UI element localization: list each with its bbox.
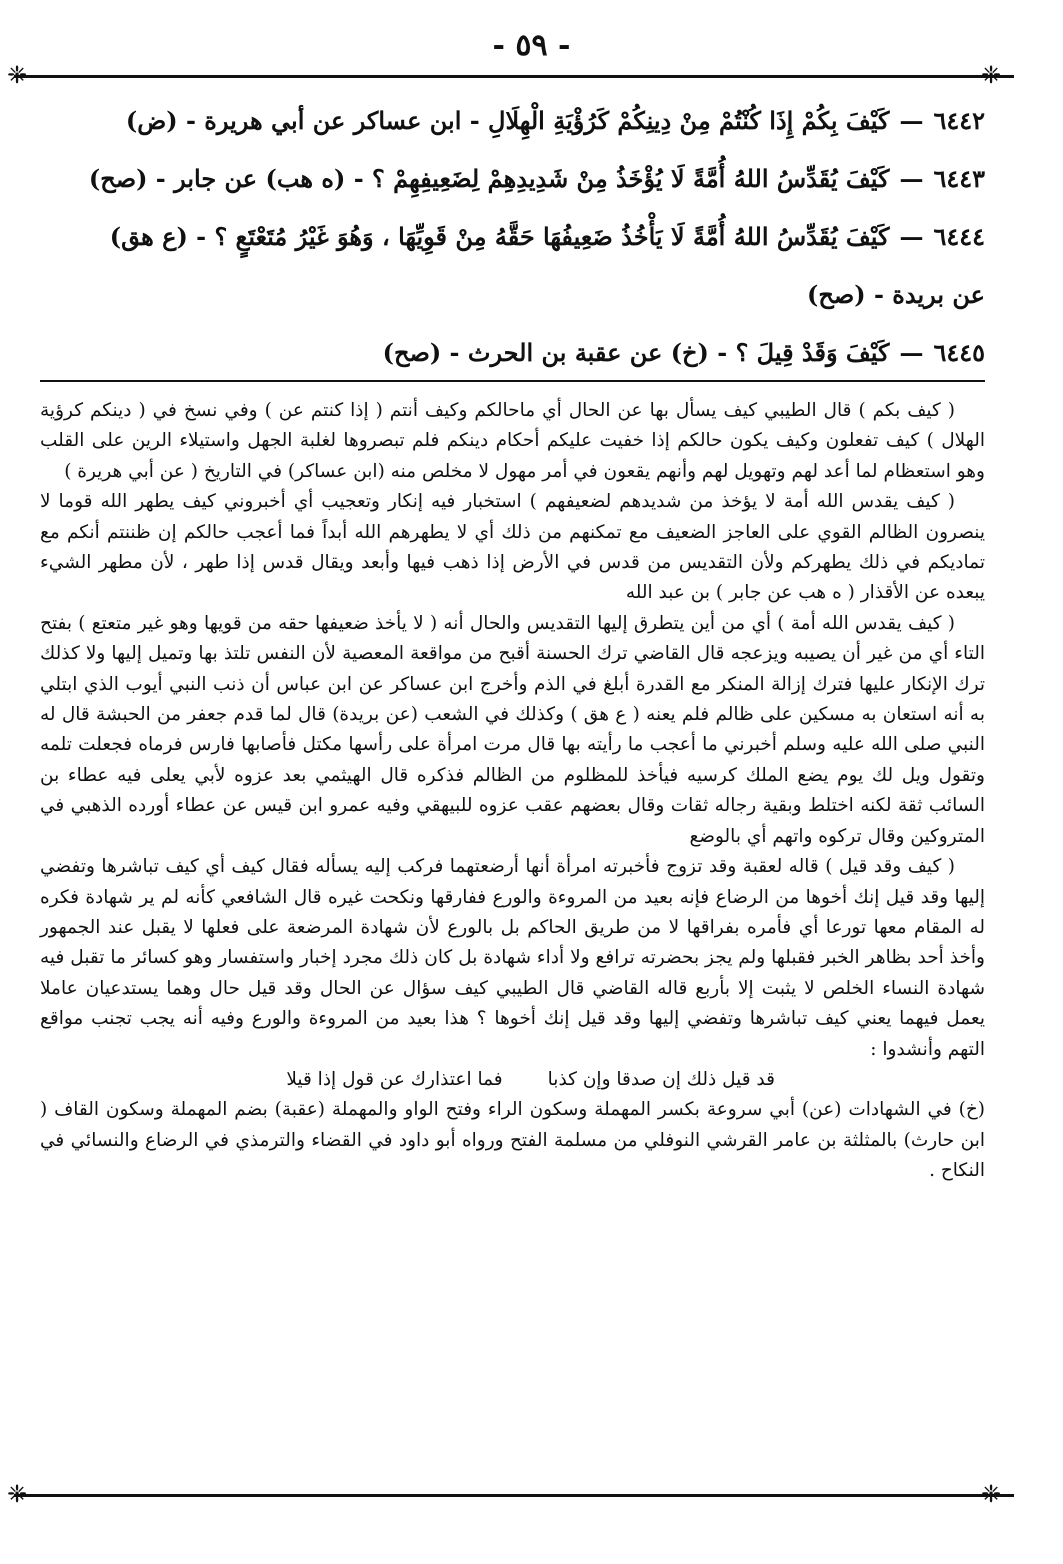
- hadith-text: كَيْفَ وَقَدْ قِيلَ ؟ - (خ) عن عقبة بن الحرث - (صح): [382, 338, 890, 367]
- bottom-border: [14, 1494, 1014, 1497]
- section-divider: [40, 380, 985, 382]
- commentary-paragraph: (خ) في الشهادات (عن) أبي سروعة بكسر المهملة وسكون الراء وفتح الواو والمهملة (عقبة) بضم المهملة وسكون القاف ( ابن حارث) بالمثلثة بن عامر القرشي النوفلي من مسلمة الفتح ورواه أبو داود في القضاء والترمذي في الرضاع والنسائي في النكاح .: [40, 1099, 985, 1182]
- corner-ornament-icon: ❈: [980, 61, 1002, 89]
- hadith-number: ٦٤٤٥: [933, 338, 985, 367]
- hadith-number: ٦٤٤٣: [933, 164, 985, 193]
- hadith-text: كَيْفَ يُقَدِّسُ اللهُ أُمَّةً لَا يُؤْخَذُ مِنْ شَدِيدِهِمْ لِضَعِيفِهِمْ ؟ - (ه هب) عن جابر - (صح): [88, 164, 890, 193]
- hadith-number: ٦٤٤٤: [933, 222, 985, 251]
- commentary-paragraph: ( كيف بكم ) قال الطيبي كيف يسأل بها عن الحال أي ماحالكم وكيف أنتم ( إذا كنتم عن ) وفي نسخ في ( دينكم كرؤية الهلال ) كيف تفعلون وكيف يكون حالكم إذا خفيت عليكم أحكام دينكم فلم تبصروها لغلبة الجهل واستيلاء الرين على القلب وهو استعظام لما أعد لهم وتهويل لهم وأنهم يقعون في أمر مهول لا مخلص منه (ابن عساكر) في التاريخ ( عن أبي هريرة ): [40, 400, 985, 482]
- page-number: - ٥٩ -: [492, 28, 571, 63]
- poetry-verse: [40, 1065, 985, 1095]
- hadith-entry: ٦٤٤٢—كَيْفَ بِكُمْ إِذَا كُنْتُمْ مِنْ دِينِكُمْ كَرُؤْيَةِ الْهِلَالِ - ابن عساكر عن أبي هريرة - (ض): [125, 106, 985, 135]
- verse-hemistich-second: فما اعتذارك عن قول إذا قيلا: [286, 1068, 503, 1090]
- top-border: [14, 75, 1014, 78]
- commentary-paragraph: ( كيف يقدس الله أمة لا يؤخذ من شديدهم لضعيفهم ) استخبار فيه إنكار وتعجيب أي أخبروني كيف يطهر الله قوما لا ينصرون الظالم القوي على العاجز الضعيف مع تمكنهم من ذلك أي لا يطهرهم الله أبداً فما أعجب حالكم إن ظننتم أنكم مع تماديكم في ذلك يطهركم ولأن التقديس من قدس في الأرض إذا ذهب فيها وأبعد ويقال قدس إذا طهر ، لأن مطهر الشيء يبعده عن الأقذار ( ه هب عن جابر ) بن عبد الله: [40, 491, 985, 604]
- hadith-entry: ٦٤٤٣—كَيْفَ يُقَدِّسُ اللهُ أُمَّةً لَا يُؤْخَذُ مِنْ شَدِيدِهِمْ لِضَعِيفِهِمْ ؟ - (ه هب) عن جابر - (صح): [88, 164, 985, 193]
- commentary-paragraph: ( كيف يقدس الله أمة ) أي من أين يتطرق إليها التقديس والحال أنه ( لا يأخذ ضعيفها حقه من قويها وهو غير متعتع ) بفتح التاء أي من غير أن يصيبه ويزعجه قال القاضي ترك الحسنة أقبح من مواقعة المعصية لأن النفس تلتذ بها وتميل إليها ولا كذلك ترك الإنكار عليها فترك إزالة المنكر مع القدرة أبلغ في الذم وأخرج ابن عساكر عن ابن عباس أن ذنب النبي أيوب الذي ابتلي به أنه استعان به مسكين على ظالم فلم يعنه ( ع هق ) وكذلك في الشعب (عن بريدة) قال لما قدم جعفر من الحبشة قال له النبي صلى الله عليه وسلم أخبرني ما أعجب ما رأيته بها قال مرت امرأة على رأسها مكتل فأصابها فارس فرماه فجعلت تلمه وتقول ويل لك يوم يضع الملك كرسيه فيأخذ للمظلوم من الظالم فذكره قال الهيثمي بعد عزوه لأبي يعلى فيه عطاء بن السائب ثقة لكنه اختلط وبقية رجاله ثقات وقال بعضهم عقب عزوه للبيهقي وفيه عمرو ابن قيس عن عطاء أورده الذهبي في المتروكين وقال تركوه واتهم أي بالوضع: [40, 612, 985, 847]
- hadith-text: عن بريدة - (صح): [807, 280, 985, 309]
- hadith-continuation: [40, 266, 985, 324]
- verse-hemistich-first: قد قيل ذلك إن صدقا وإن كذبا: [547, 1068, 775, 1090]
- hadith-list: [40, 92, 985, 382]
- hadith-entry: ٦٤٤٤—كَيْفَ يُقَدِّسُ اللهُ أُمَّةً لَا يَأْخُذُ ضَعِيفُهَا حَقَّهُ مِنْ قَوِيِّهَا ، وَهُوَ غَيْرُ مُتَعْتَعٍ ؟ - (ع هق): [109, 222, 985, 251]
- corner-ornament-icon: ❈: [6, 61, 28, 89]
- corner-ornament-icon: ❈: [980, 1480, 1002, 1508]
- hadith-text: كَيْفَ يُقَدِّسُ اللهُ أُمَّةً لَا يَأْخُذُ ضَعِيفُهَا حَقَّهُ مِنْ قَوِيِّهَا ، وَهُوَ غَيْرُ مُتَعْتَعٍ ؟ - (ع هق): [109, 222, 890, 251]
- hadith-number: ٦٤٤٢: [933, 106, 985, 135]
- corner-ornament-icon: ❈: [6, 1480, 28, 1508]
- hadith-entry: ٦٤٤٥—كَيْفَ وَقَدْ قِيلَ ؟ - (خ) عن عقبة بن الحرث - (صح): [382, 338, 985, 367]
- commentary-paragraph: ( كيف وقد قيل ) قاله لعقبة وقد تزوج فأخبرته امرأة أنها أرضعتهما فركب إليه يسأله فقال كيف أي كيف تباشرها وتفضي إليها وقد قيل إنك أخوها من الرضاع فإنه بعيد من المروءة والورع ففارقها ونكحت غيره قال الشافعي كأنه لم ير شهادة فكره له المقام معها تورعا أي فأمره بفراقها لا من طريق الحاكم بل بالورع لأن شهادة المرضعة على فعلها لا يقبل عند الجمهور وأخذ أحد بظاهر الخبر فقبلها ولم يجز بحضرته ترافع ولا أداء شهادة بل كان ذلك مجرد إخبار واستفسار وهو كسائر ما تقبل فيه شهادة النساء الخلص لا يثبت إلا بأربع قاله القاضي قال الطيبي كيف سؤال عن الحال وقد قيل حال وهما يستدعيان عاملا يعمل فيهما يعني كيف تباشرها وتفضي إليها وقد قيل إنك أخوها ؟ هذا بعيد من المروءة والورع وفيه أنه يجب تجنب مواقع التهم وأنشدوا :: [40, 856, 985, 1060]
- hadith-text: كَيْفَ بِكُمْ إِذَا كُنْتُمْ مِنْ دِينِكُمْ كَرُؤْيَةِ الْهِلَالِ - ابن عساكر عن أبي هريرة - (ض): [125, 106, 890, 135]
- commentary: [40, 396, 985, 1187]
